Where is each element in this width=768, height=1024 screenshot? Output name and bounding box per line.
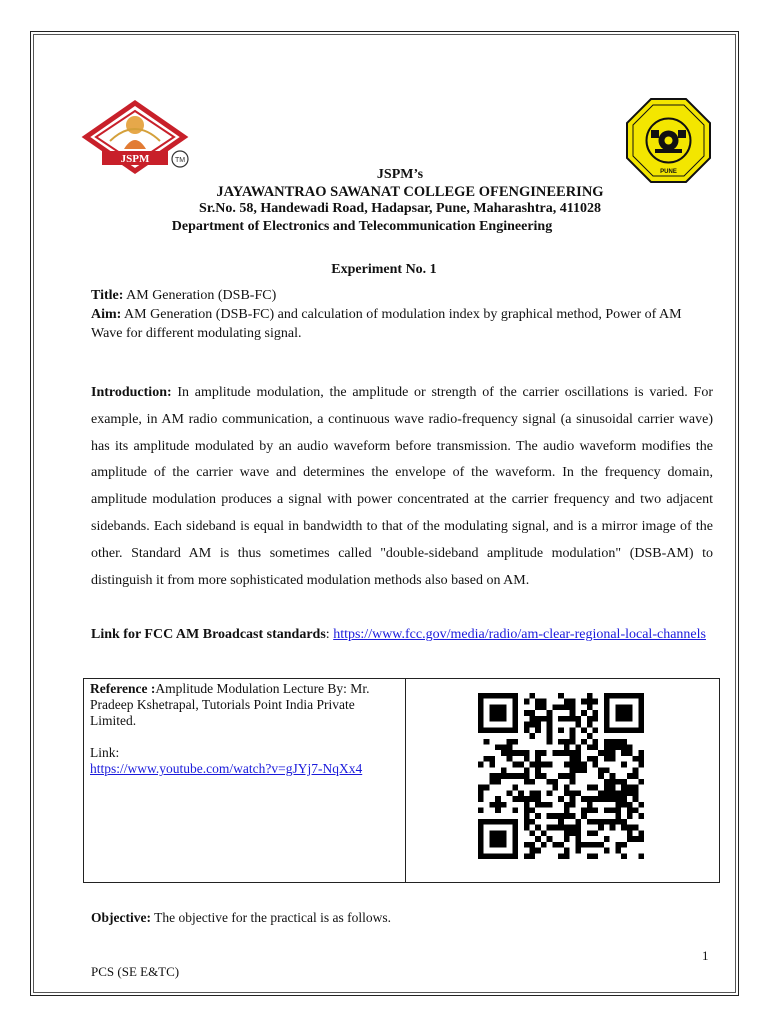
jspm-logo-left	[80, 97, 190, 175]
org-name: JSPM’s	[376, 167, 424, 182]
youtube-link[interactable]: https://www.youtube.com/watch?v=gJYj7-NqXx4	[90, 761, 363, 776]
introduction-text: In amplitude modulation, the amplitude or strength of the carrier oscillations is varied. For example, in AM radio communication, a continuous wave radio-frequency signal (a sinusoidal carrier wave) has its amplitude modulated by an audio waveform before transmission. The audio waveform modifies the amplitude of the carrier wave and determines the envelope of the waveform. In the frequency domain, amplitude modulation produces a signal with power concentrated at the carrier frequency and two adjacent sidebands. Each sideband is equal in bandwidth to that of the modulating signal, and is a mirror image of the other. Standard AM is thus sometimes called "double-sideband amplitude modulation" (DSB-AM) to distinguish it from more sophisticated modulation methods also based on AM.	[91, 385, 713, 588]
title-value: AM Generation (DSB-FC)	[123, 288, 277, 303]
fcc-link-line	[91, 622, 716, 647]
reference-text: Amplitude Modulation Lecture By: Mr. Pradeep Kshetrapal, Tutorials Point India Private Limited.	[90, 681, 370, 728]
page-number: 1	[702, 948, 709, 963]
college-name: JAYAWANTRAO SAWANAT COLLEGE OFENGINEERING	[216, 184, 604, 200]
reference-label: Reference :	[90, 681, 156, 696]
fcc-separator: :	[325, 627, 334, 642]
objective-label: Objective:	[91, 910, 151, 925]
fcc-url-link[interactable]: https://www.fcc.gov/media/radio/am-clear-regional-local-channels	[333, 627, 706, 642]
objective-text: The objective for the practical is as follows.	[150, 910, 392, 925]
reference-cell	[84, 679, 406, 882]
title-label: Title:	[91, 288, 124, 303]
logo-left-text: JSPM	[120, 153, 150, 165]
introduction-label: Introduction:	[91, 385, 172, 400]
footer-course: PCS (SE E&TC)	[91, 964, 180, 979]
fcc-label: Link for FCC AM Broadcast standards	[91, 627, 326, 642]
objective-line	[91, 910, 713, 926]
logo-left-mark: TM	[174, 157, 186, 164]
reference-link-label: Link:	[90, 745, 120, 760]
aim-value: AM Generation (DSB-FC) and calculation of modulation index by graphical method, Power of AM Wave for different modulating signal.	[91, 307, 682, 341]
introduction-paragraph	[91, 380, 713, 594]
aim-label: Aim:	[91, 307, 122, 322]
qr-code[interactable]	[478, 690, 644, 862]
title-line	[91, 287, 713, 305]
experiment-number: Experiment No. 1	[331, 262, 437, 277]
college-address: Sr.No. 58, Handewadi Road, Hadapsar, Pune, Maharashtra, 411028	[199, 201, 601, 216]
aim-paragraph	[91, 305, 713, 343]
department-name: Department of Electronics and Telecommunication Engineering	[171, 219, 553, 234]
seal-pune-text: PUNE	[660, 169, 677, 175]
